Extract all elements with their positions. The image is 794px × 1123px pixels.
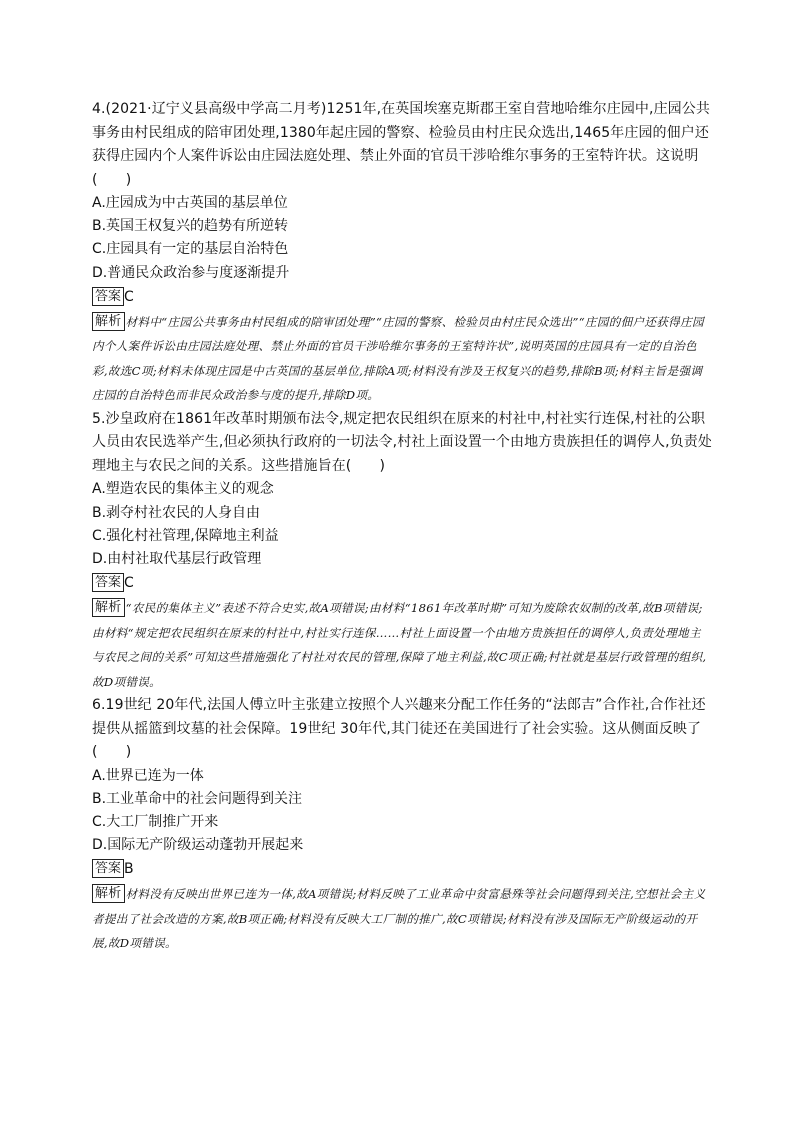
question-5 <box>92 408 712 694</box>
analysis-tag: 解析 <box>92 598 125 617</box>
question-6 <box>92 694 712 956</box>
analysis-block <box>92 882 712 956</box>
answer-value: B <box>124 861 134 878</box>
question-4 <box>92 98 712 408</box>
option-a: A.世界已连为一体 <box>92 767 204 784</box>
analysis-tag: 解析 <box>92 312 125 331</box>
analysis-block <box>92 596 712 694</box>
option-d: D.国际无产阶级运动蓬勃开展起来 <box>92 837 304 854</box>
option-c: C.庄园具有一定的基层自治特色 <box>92 241 289 258</box>
analysis-text: 材料没有反映出世界已连为一体,故A项错误;材料反映了工业革命中贫富悬殊等社会问题得到关注,空想社会主义者提出了社会改造的方案,故B项正确;材料没有反映大工厂制的推广,故C项错误;材料没有涉及国际无产阶级运动的开展,故D项错误。 <box>92 887 706 951</box>
option-d: D.普通民众政治参与度逐渐提升 <box>92 264 290 281</box>
answer-row <box>92 572 712 594</box>
answer-value: C <box>124 288 134 305</box>
option-d: D.由村社取代基层行政管理 <box>92 550 262 567</box>
option-c: C.强化村社管理,保障地主利益 <box>92 527 279 544</box>
option-b: B.工业革命中的社会问题得到关注 <box>92 790 303 807</box>
option-c: C.大工厂制推广开来 <box>92 814 219 831</box>
answer-row <box>92 286 712 308</box>
answer-value: C <box>124 575 134 592</box>
answer-tag: 答案 <box>92 573 124 592</box>
document-page <box>92 98 712 956</box>
answer-tag: 答案 <box>92 287 124 306</box>
question-stem: 6.19世纪 20年代,法国人傅立叶主张建立按照个人兴趣来分配工作任务的“法郎吉”合作社,合作社还提供从摇篮到坟墓的社会保障。19世纪 30年代,其门徒还在美国进行了社会实验。这从侧面反映了( ) <box>92 697 706 761</box>
answer-row <box>92 858 712 880</box>
analysis-text: “农民的集体主义”表述不符合史实,故A项错误;由材料“1861年改革时期”可知为废除农奴制的改革,故B项错误;由材料“规定把农民组织在原来的村社中,村社实行连保……村社上面设置一个由地方贵族担任的调停人,负责处理地主与农民之间的关系”可知这些措施强化了村社对农民的管理,保障了地主利益,故C项正确;村社就是基层行政管理的组织,故D项错误。 <box>92 601 707 689</box>
option-b: B.英国王权复兴的趋势有所逆转 <box>92 218 289 235</box>
option-b: B.剥夺村社农民的人身自由 <box>92 504 261 521</box>
answer-tag: 答案 <box>92 859 124 878</box>
question-stem: 5.沙皇政府在1861年改革时期颁布法令,规定把农民组织在原来的村社中,村社实行连保,村社的公职人员由农民选举产生,但必须执行政府的一切法令,村社上面设置一个由地方贵族担任的调停人,负责处理地主与农民之间的关系。这些措施旨在( ) <box>92 410 712 474</box>
analysis-text: 材料中“庄园公共事务由村民组成的陪审团处理”“庄园的警察、检验员由村庄民众选出”“庄园的佃户还获得庄园内个人案件诉讼由庄园法庭处理、禁止外面的官员干涉哈维尔事务的王室特许状”,说明英国的庄园具有一定的自治色彩,故选C项;材料未体现庄园是中古英国的基层单位,排除A项;材料没有涉及王权复兴的趋势,排除B项;材料主旨是强调庄园的自治特色而非民众政治参与度的提升,排除D项。 <box>92 314 704 403</box>
question-stem: 4.(2021·辽宁义县高级中学高二月考)1251年,在英国埃塞克斯郡王室自营地哈维尔庄园中,庄园公共事务由村民组成的陪审团处理,1380年起庄园的警察、检验员由村庄民众选出,1465年庄园的佃户还获得庄园内个人案件诉讼由庄园法庭处理、禁止外面的官员干涉哈维尔事务的王室特许状。这说明( ) <box>92 101 710 188</box>
analysis-tag: 解析 <box>92 884 125 903</box>
analysis-block <box>92 310 712 408</box>
option-a: A.塑造农民的集体主义的观念 <box>92 481 274 498</box>
option-a: A.庄园成为中古英国的基层单位 <box>92 195 288 211</box>
